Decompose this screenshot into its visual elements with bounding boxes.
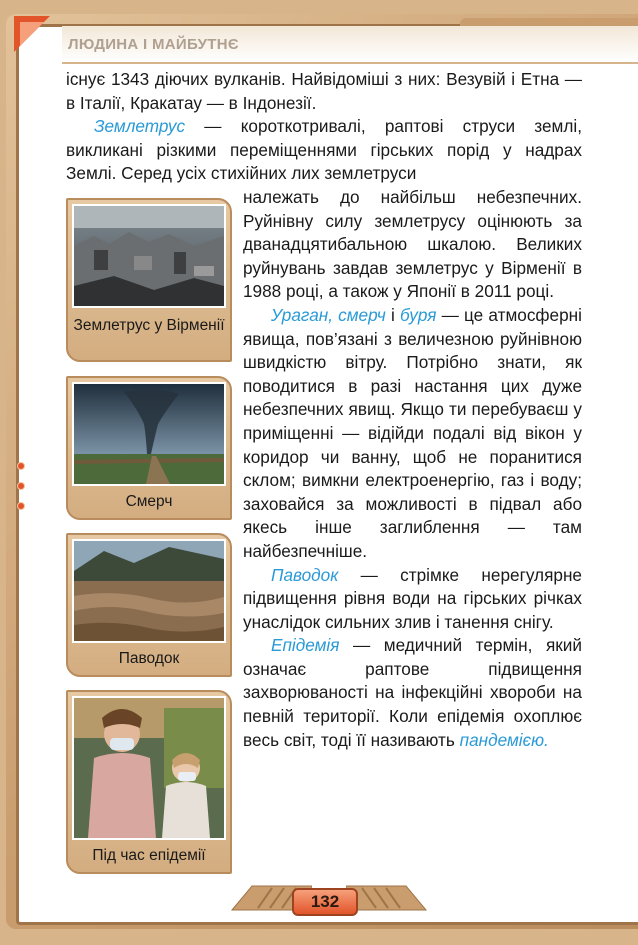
dot-icon: [17, 462, 25, 470]
photo-epidemic: [72, 696, 226, 840]
text-block-top: [66, 68, 582, 186]
paragraph-epidemic-text: — медичний термін, який означає раптове підвищення захворюваності на інфекційні хвороби на певній території. Коли епідемія охоплює весь світ, тоді її називають: [243, 635, 582, 750]
term-pandemic: пандемією.: [459, 729, 549, 750]
term-earthquake: Землетрус: [94, 116, 186, 137]
caption-tornado: Смерч: [125, 493, 173, 510]
paragraph-hurricane-mid: і: [385, 304, 400, 325]
page-number: 132: [292, 888, 358, 916]
term-hurricane: Ураган, смерч: [271, 304, 386, 325]
decorative-dots: [17, 462, 25, 522]
masked-people-icon: [74, 698, 224, 838]
paragraph-earthquake-cont: належать до найбільш небезпечних. Руйнівну силу землетрусу оцінюють за дванадцятибальною шкалою. Великих руйнувань завдав землетрус у Вірменії в 1988 році, а також у Японії в 2011 році.: [243, 187, 582, 302]
photo-card-tornado: [66, 376, 232, 520]
dot-icon: [17, 482, 25, 490]
text-block-right: [243, 186, 582, 752]
photo-card-earthquake: [66, 198, 232, 362]
page-number-right-wing: [346, 882, 436, 912]
caption-earthquake: Землетрус у Вірменії: [73, 317, 225, 334]
paragraph-earthquake: [66, 115, 582, 186]
photo-card-epidemic: [66, 690, 232, 874]
flood-river-icon: [74, 541, 224, 641]
photo-flood: [72, 539, 226, 643]
photo-card-flood: [66, 533, 232, 677]
caption-epidemic: Під час епідемії: [92, 847, 206, 864]
paragraph-flood: [243, 564, 582, 635]
tornado-icon: [74, 384, 224, 484]
paragraph-flood-text: — стрімке нерегулярне підвищення рівня води на гірських річках унаслідок сильних злив і танення снігу.: [243, 564, 582, 632]
paragraph-hurricane: [243, 304, 582, 564]
photo-earthquake: [72, 204, 226, 308]
paragraph-epidemic: [243, 634, 582, 752]
term-epidemic: Епідемія: [271, 635, 340, 656]
paragraph-hurricane-text: — це атмосферні явища, пов’язані з величезною руйнівною швидкістю вітру. Потрібно знати, як поводитися в разі настання цих дуже небезпечних явищ. Якщо ти перебуваєш у приміщенні — відійди подалі від вікон у коридор чи ванну, щоб не поранитися склом; вимкни електроенергію, газ і воду; заховайся за можливості в підвал або якесь інше заглиблення — там найбезпечніше.: [243, 304, 582, 561]
caption-flood: Паводок: [118, 650, 180, 667]
photo-tornado: [72, 382, 226, 486]
paragraph-volcanoes: існує 1343 діючих вулканів. Найвідоміші з них: Везувій і Етна — в Італії, Кракатау — в Індонезії.: [66, 69, 582, 113]
earthquake-ruins-icon: [74, 206, 224, 306]
dot-icon: [17, 502, 25, 510]
chapter-title: ЛЮДИНА І МАЙБУТНЄ: [68, 36, 239, 53]
term-flood: Паводок: [271, 564, 339, 585]
paragraph-earthquake-text-a: — короткотривалі, раптові струси землі, викликані різкими переміщеннями гірських порід у надрах Землі. Серед усіх стихійних лих землетруси: [66, 116, 582, 184]
term-storm: буря: [400, 304, 437, 325]
corner-triangle-inner-icon: [20, 22, 44, 46]
